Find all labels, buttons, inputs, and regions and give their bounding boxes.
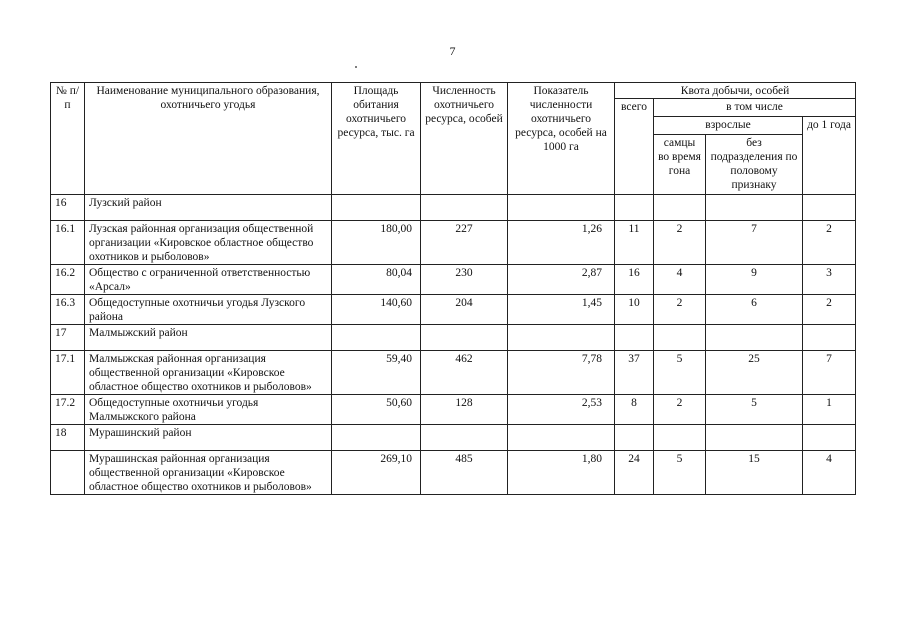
- cell-under-1: 2: [803, 221, 856, 265]
- header-no-sex: без подразделения по половому признаку: [706, 135, 803, 195]
- cell-name: Общество с ограниченной ответственностью «Арсал»: [85, 265, 332, 295]
- cell-index: 2,53: [508, 395, 615, 425]
- cell-name: Малмыжская районная организация общественной организации «Кировское областное общество охотников и рыболовов»: [85, 351, 332, 395]
- cell-no-sex: 15: [706, 451, 803, 495]
- cell-count: 227: [421, 221, 508, 265]
- section-row: [51, 195, 856, 221]
- cell-total: [615, 325, 654, 351]
- cell-count: 204: [421, 295, 508, 325]
- cell-name: Лузская районная организация общественной организации «Кировское областное общество охотников и рыболовов»: [85, 221, 332, 265]
- header-adults: взрослые: [654, 117, 803, 135]
- header-under-1: до 1 года: [803, 117, 856, 195]
- table-row: [51, 395, 856, 425]
- table-body: [51, 195, 856, 495]
- header-count: Численность охотничьего ресурса, особей: [421, 83, 508, 195]
- cell-males: 2: [654, 295, 706, 325]
- cell-index: [508, 325, 615, 351]
- cell-name: Малмыжский район: [85, 325, 332, 351]
- table-row: [51, 221, 856, 265]
- cell-num: [51, 451, 85, 495]
- cell-males: [654, 325, 706, 351]
- cell-no-sex: 5: [706, 395, 803, 425]
- cell-name: Общедоступные охотничьи угодья Малмыжского района: [85, 395, 332, 425]
- cell-total: 11: [615, 221, 654, 265]
- cell-no-sex: [706, 195, 803, 221]
- cell-under-1: 4: [803, 451, 856, 495]
- cell-area: 50,60: [332, 395, 421, 425]
- cell-name: Мурашинская районная организация общественной организации «Кировское областное общество охотников и рыболовов»: [85, 451, 332, 495]
- cell-count: [421, 425, 508, 451]
- cell-num: 16.3: [51, 295, 85, 325]
- page-number: 7: [449, 44, 456, 58]
- cell-area: [332, 425, 421, 451]
- cell-count: [421, 195, 508, 221]
- cell-count: 128: [421, 395, 508, 425]
- cell-under-1: 3: [803, 265, 856, 295]
- cell-index: 1,45: [508, 295, 615, 325]
- cell-name: Лузский район: [85, 195, 332, 221]
- cell-num: 17: [51, 325, 85, 351]
- cell-index: 2,87: [508, 265, 615, 295]
- cell-count: 485: [421, 451, 508, 495]
- cell-index: [508, 195, 615, 221]
- table-row: [51, 351, 856, 395]
- table-header: [51, 83, 856, 195]
- section-row: [51, 325, 856, 351]
- cell-count: 230: [421, 265, 508, 295]
- cell-total: 37: [615, 351, 654, 395]
- cell-no-sex: [706, 325, 803, 351]
- cell-area: 140,60: [332, 295, 421, 325]
- table-row: [51, 295, 856, 325]
- cell-num: 18: [51, 425, 85, 451]
- header-num: № п/п: [51, 83, 85, 195]
- table-row: [51, 451, 856, 495]
- cell-total: 16: [615, 265, 654, 295]
- cell-males: [654, 195, 706, 221]
- cell-index: 1,80: [508, 451, 615, 495]
- cell-total: 10: [615, 295, 654, 325]
- cell-area: 59,40: [332, 351, 421, 395]
- cell-no-sex: [706, 425, 803, 451]
- cell-num: 17.2: [51, 395, 85, 425]
- cell-num: 16.2: [51, 265, 85, 295]
- cell-count: [421, 325, 508, 351]
- cell-total: 8: [615, 395, 654, 425]
- header-quota: Квота добычи, особей: [615, 83, 856, 99]
- cell-under-1: [803, 425, 856, 451]
- cell-no-sex: 6: [706, 295, 803, 325]
- header-total: всего: [615, 99, 654, 195]
- cell-index: 7,78: [508, 351, 615, 395]
- cell-area: [332, 325, 421, 351]
- cell-under-1: [803, 195, 856, 221]
- cell-under-1: 7: [803, 351, 856, 395]
- cell-males: 4: [654, 265, 706, 295]
- cell-area: 80,04: [332, 265, 421, 295]
- section-row: [51, 425, 856, 451]
- cell-num: 16.1: [51, 221, 85, 265]
- cell-num: 16: [51, 195, 85, 221]
- cell-males: 2: [654, 221, 706, 265]
- cell-area: 180,00: [332, 221, 421, 265]
- cell-index: [508, 425, 615, 451]
- cell-total: [615, 425, 654, 451]
- cell-under-1: 2: [803, 295, 856, 325]
- header-males: самцы во время гона: [654, 135, 706, 195]
- cell-no-sex: 25: [706, 351, 803, 395]
- cell-no-sex: 7: [706, 221, 803, 265]
- header-including: в том числе: [654, 99, 856, 117]
- cell-under-1: [803, 325, 856, 351]
- cell-count: 462: [421, 351, 508, 395]
- header-name: Наименование муниципального образования, охотничьего угодья: [85, 83, 332, 195]
- cell-males: 5: [654, 451, 706, 495]
- cell-index: 1,26: [508, 221, 615, 265]
- cell-total: 24: [615, 451, 654, 495]
- cell-males: [654, 425, 706, 451]
- cell-males: 5: [654, 351, 706, 395]
- header-index: Показатель численности охотничьего ресурса, особей на 1000 га: [508, 83, 615, 195]
- cell-name: Общедоступные охотничьи угодья Лузского района: [85, 295, 332, 325]
- table-row: [51, 265, 856, 295]
- cell-name: Мурашинский район: [85, 425, 332, 451]
- cell-total: [615, 195, 654, 221]
- quota-table: [50, 82, 856, 495]
- cell-num: 17.1: [51, 351, 85, 395]
- header-area: Площадь обитания охотничьего ресурса, тыс. га: [332, 83, 421, 195]
- cell-area: 269,10: [332, 451, 421, 495]
- cell-males: 2: [654, 395, 706, 425]
- cell-no-sex: 9: [706, 265, 803, 295]
- cell-area: [332, 195, 421, 221]
- cell-under-1: 1: [803, 395, 856, 425]
- scan-speck: [355, 66, 357, 68]
